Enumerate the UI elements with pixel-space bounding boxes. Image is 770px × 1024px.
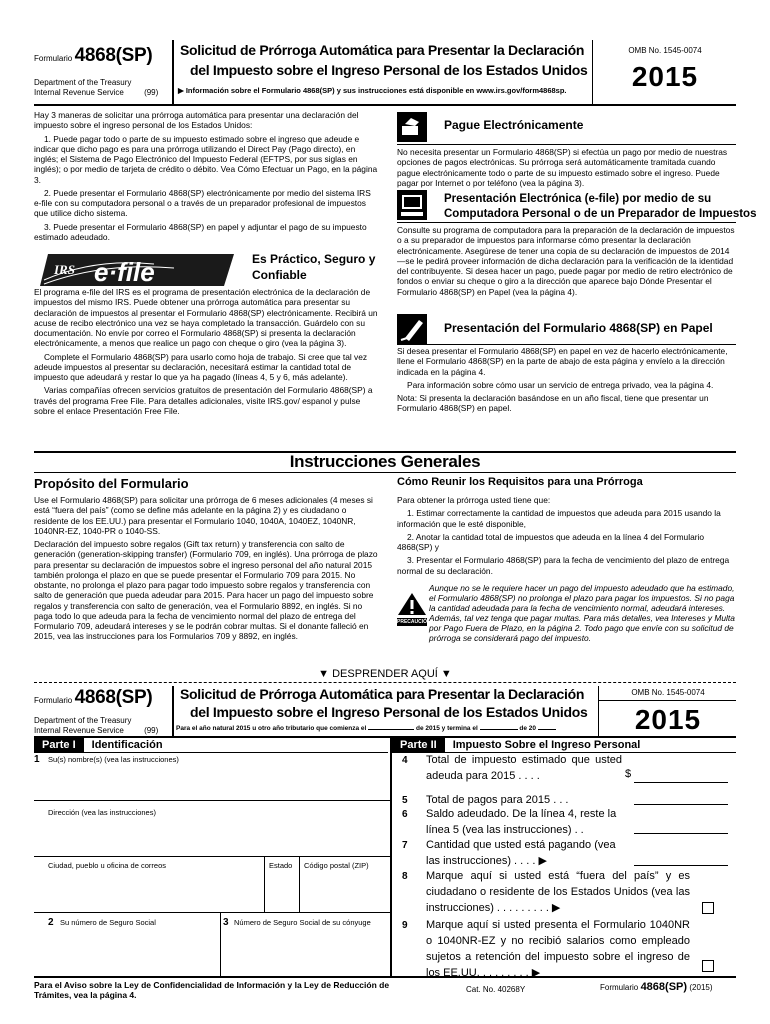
purpose-section [34,495,378,645]
line-5-text: Total de pagos para 2015 . . . [426,794,569,806]
voucher-omb: OMB No. 1545-0074 [631,688,705,697]
line-7-amount[interactable] [634,852,728,866]
part-2-header: Parte II Impuesto Sobre el Ingreso Personal [392,738,736,753]
form-prefix: Formulario [34,54,73,63]
city-field[interactable] [34,857,264,912]
efile-heading: Es Práctico, Seguro y Confiable [252,252,376,282]
caution-label: PRECAUCIÓN [397,619,431,626]
paper-filing-heading: Presentación del Formulario 4868(SP) en Papel [444,321,713,335]
cat-number: Cat. No. 40268Y [466,985,526,994]
address-field[interactable] [34,801,390,856]
pay-heading: Pague Electrónicamente [444,118,584,132]
line-8-checkbox[interactable] [702,902,714,914]
meet-3: 3. Presentar el Formulario 4868(SP) para la fecha de vencimiento del plazo de entrega normal de su declaración. [397,555,730,576]
pay-text: No necesita presentar un Formulario 4868(SP) si efectúa un pago por medio de nuestras opciones de pagos electrónicas. Su prórroga será automáticamente tramitada cuando pague electrónicamente todo o parte de su impuesto estimado sobre el ingreso. Puede pagar por Internet o por teléfono (vea la página 3). [397,147,728,188]
electronic-filing-text: Consulte su programa de computadora para la preparación de la declaración de impuestos o a su preparador de impuestos para informarse cómo presentar la declaración electrónicamente. Asegúrese de tener una copia de su declaración de impuestos de 2014 —se le pedirá proveer información de dicha declaración para la verificación de la identidad del contribuyente. Si desea hacer un pago, puede pagar por medio de retiro electrónico de fondos o enviar su cheque o giro a la dirección que aparece bajo Dónde Presentar el Formulario 4868(SP) en Papel (vea la página 4). [397,225,735,297]
meet-intro: Para obtener la prórroga usted tiene que: [397,495,551,505]
voucher-year: 2015 [634,704,702,735]
irs-name: Internal Revenue Service (99) [34,88,159,97]
intro-text: Hay 3 maneras de solicitar una prórroga automática para presentar una declaración del impuesto sobre el ingreso personal de los Estados Unidos: [34,110,359,131]
form-header [34,40,736,104]
voucher-dept: Department of the Treasury [34,716,132,725]
voucher-prefix: Formulario [34,696,73,705]
spouse-ssn-field[interactable]: 3 Número de Seguro Social de su cónyuge [223,917,371,928]
general-instructions-heading: Instrucciones Generales [289,452,481,471]
line-4-text: Total de impuesto estimado que usted adeuda para 2015 . . . . [426,754,622,782]
zip-field[interactable] [300,857,390,912]
efile-p2: Complete el Formulario 4868(SP) para usarlo como hoja de trabajo. Si cree que tal vez adeude impuestos al presentar su declaración, necesitará estimar la cantidad total de impuesto que adeudará y restar lo que ya ha pagado (líneas 4, 5 y 6, más adelante). [34,351,368,382]
name-field[interactable]: 1 Su(s) nombre(s) (vea las instrucciones) [34,754,179,765]
caution-text: Aunque no se le requiere hacer un pago del impuesto adeudado que ha estimado, el Formulario 4868(SP) no prolonga el plazo para pagar los impuestos. Si no paga la cantidad adeudada para la fecha de vencimiento normal, adeudará intereses. Además, tal vez tenga que pagar multas. Para más detalles, vea Intereses y Multa por Pago Fuera de Plazo, en la página 2. Todo pago que envíe con su solicitud de prórroga se considerará pago del impuesto. [429,583,735,644]
pay-icon [397,112,427,142]
way-3: 3. Puede presentar el Formulario 4868(SP) en papel y adjuntar el pago de su impuesto estimado adeudado. [34,221,367,242]
line-5-amount[interactable] [634,791,728,805]
efile-p3: Varias compañías ofrecen servicios gratuitos de presentación del Formulario 4868(SP) a través del programa Free File. Para detalles adicionales, visite IRS.gov/ espanol y pulse sobre el enlace Presentación Free File. [34,385,373,416]
form-title-2: del Impuesto sobre el Ingreso Personal de los Estados Unidos [190,62,588,78]
state-field[interactable] [265,857,299,912]
voucher-irs: Internal Revenue Service (99) [34,726,159,735]
line-6-text: Saldo adeudado. De la línea 4, reste la línea 5 (vea las instrucciones) . . [426,808,617,836]
irs-efile-logo [34,250,240,290]
part-1-header: Parte I Identificación [34,738,388,753]
spouse-ssn-field-label: Número de Seguro Social de su cónyuge [234,918,371,927]
caution-icon [397,592,431,626]
purpose-heading: Propósito del Formulario [34,476,189,491]
form-title-1: Solicitud de Prórroga Automática para Presentar la Declaración [180,42,585,58]
svg-text:IRS: IRS [54,262,75,277]
way-2: 2. Puede presentar el Formulario 4868(SP) electrónicamente por medio del sistema IRS e-file con su computadora personal o a través de un preparador profesional de impuestos que utilice dicho sistema. [34,187,371,219]
state-field-label: Estado [269,861,293,870]
electronic-filing-heading: Presentación Electrónica (e-file) por medio de su Computadora Personal o de un Preparador de Impuestos [444,193,757,220]
voucher-title-1: Solicitud de Prórroga Automática para Presentar la Declaración [180,686,585,702]
meet-heading: Cómo Reunir los Requisitos para una Prórroga [397,476,643,488]
voucher-form-id [34,686,152,709]
computer-icon [397,190,427,220]
omb-number: OMB No. 1545-0074 [628,46,702,55]
form-info-line: ▶ Información sobre el Formulario 4868(SP) y sus instrucciones está disponible en www.irs.gov/form4868sp. [178,86,567,95]
efile-p1: El programa e-file del IRS es el programa de presentación electrónica de la declaración de impuestos del mismo IRS. Puede obtener una prórroga automática para presentar su declaración de impuestos al presentar el Formulario 4868(SP) electrónicamente. Recibirá un acuse de recibo electrónico una vez se haya completado la transacción. Guárdelo con su documentación. No envíe por correo el Formulario 4868(SP) si presenta la declaración electrónicamente, a menos que realice un pago con cheque o giro (vea la página 3). [34,287,378,349]
tax-year: 2015 [631,61,699,92]
line-7-text: Cantidad que usted está pagando (vea las instrucciones) . . . . ▶ [426,839,616,867]
meet-section [397,495,736,579]
form-id [34,44,152,67]
purpose-p2: Declaración del impuesto sobre regalos (Gift tax return) y transferencia con salto de generación (generation-skipping transfer) (Formulario 709, en inglés). Una prórroga de plazo para presentar su declaración de impuestos sobre el ingreso personal del año natural 2015 también prolonga el plazo en que se puede presentar el Formulario 709 para 2015. No obstante, no prolonga el plazo para pagar todo impuesto sobre regalos y transferencia con salto de generación que pueda adeudar para 2015. Para hacer un pago del impuesto sobre regalos y transferencia con salto de generación, vea el Formulario 8892, en inglés. Si no paga todo lo que adeuda para la fecha de vencimiento normal del plazo de entrega del Formulario 709, adeudará intereses y se le podrán cobrar multas. Si el donante falleció en 2015, vea las instrucciones para los Formularios 709 y 8892, en inglés. [34,539,378,642]
voucher-fiscal-line: Para el año natural 2015 u otro año tributario que comienza el de 2015 y termina el de 20 [176,725,596,733]
purpose-p1: Use el Formulario 4868(SP) para solicitar una prórroga de 6 meses adicionales (4 meses si está “fuera del país” (como se define más adelante en la página 2) y es ciudadano o residente de los EE.UU.) para presentar el Formulario 1040, 1040A, 1040EZ, 1040NR, 1040NR-EZ, 1040-PR o 1040-SS. [34,495,373,536]
address-field-label: Dirección (vea las instrucciones) [48,808,156,817]
form-number: 4868(SP) [74,45,153,66]
meet-1: 1. Estimar correctamente la cantidad de impuestos que adeuda para 2015 usando la información que le esté disponible, [397,508,721,529]
detach-line: ▼ DESPRENDER AQUÍ ▼ [318,668,452,680]
paper-p1: Si desea presentar el Formulario 4868(SP) en papel en vez de hacerlo electrónicamente, llene el Formulario 4868(SP) en la parte de abajo de esta página y envíelo a la dirección indicada en la página 4. [397,346,728,377]
line-6-amount[interactable] [634,820,728,834]
ssn-field-label: Su número de Seguro Social [60,918,156,927]
pen-icon [397,314,427,344]
line-9-checkbox[interactable] [702,960,714,972]
privacy-notice: Para el Aviso sobre la Ley de Confidencialidad de Información y la Ley de Reducción de Trámites, vea la página 4. [34,980,390,1001]
paper-p2: Para información sobre cómo usar un servicio de entrega privado, vea la página 4. [407,379,714,390]
dollar-sign: $ [625,768,632,780]
zip-field-label: Código postal (ZIP) [304,861,369,870]
efile-section [34,287,378,419]
city-field-label: Ciudad, pueblo u oficina de correos [48,861,166,870]
paper-note: Nota: Si presenta la declaración basándose en un año fiscal, tiene que presentar un Formulario 4868(SP) en papel. [397,393,709,414]
svg-text:e·file: e·file [94,257,155,287]
name-field-label: Su(s) nombre(s) (vea las instrucciones) [48,755,179,764]
left-column [34,110,378,245]
dept-name: Department of the Treasury [34,78,132,87]
ssn-field[interactable]: 2 Su número de Seguro Social [48,917,156,928]
meet-2: 2. Anotar la cantidad total de impuestos que adeuda en la línea 4 del Formulario 4868(SP) y [397,531,705,552]
way-1: 1. Puede pagar todo o parte de su impuesto estimado sobre el ingreso que adeude e indicar que dicho pago es para una prórroga utilizando el Direct Pay (Pago directo), en inglés; el Sistema de Pago Electrónico del Impuesto Federal (EFTPS, por sus siglas en inglés); o por medio de tarjeta de crédito o débito. Vea Cómo Efectuar un Pago, en la página 3. [34,133,378,185]
line-9-text: Marque aquí si usted presenta el Formulario 1040NR o 1040NR-EZ y no recibió salarios como empleado sujetos a retención del impuesto sobre el ingreso de los EE.UU. . . . . . . . . ▶ [426,919,690,979]
voucher-form-number: 4868(SP) [74,687,153,708]
line-8-text: Marque aquí si usted está “fuera del país” y es ciudadano o residente de los Estados Unidos (vea las instrucciones) . . . . . . . . . ▶ [426,870,690,914]
voucher-title-2: del Impuesto sobre el Ingreso Personal de los Estados Unidos [190,704,588,720]
paper-filing-section [397,346,736,417]
form-reference: Formulario 4868(SP) (2015) [600,981,713,993]
line-4-amount[interactable] [634,769,728,783]
